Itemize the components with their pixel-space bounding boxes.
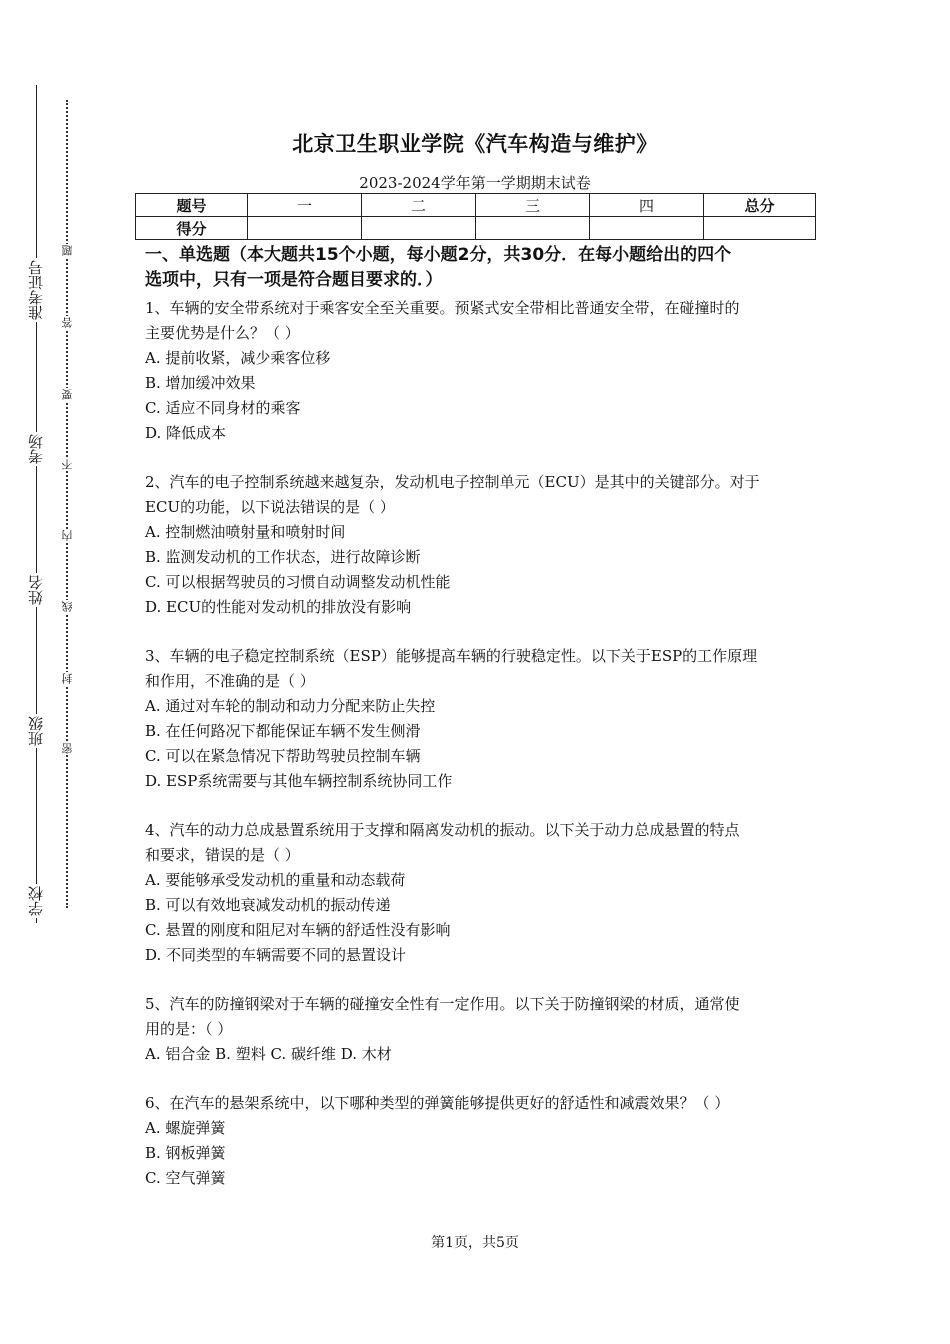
option-inline: A. 铝合金 B. 塑料 C. 碳纤维 D. 木材 — [145, 1045, 392, 1063]
option-c: C. 可以在紧急情况下帮助驾驶员控制车辆 — [145, 747, 421, 765]
question-2 — [145, 470, 815, 620]
question-text: 和作用，不准确的是（ ） — [145, 672, 315, 690]
seal-char: 密 — [61, 743, 74, 754]
score-table — [135, 193, 816, 240]
seal-char: 答 — [61, 317, 74, 328]
question-text: 2、汽车的电子控制系统越来越复杂，发动机电子控制单元（ECU）是其中的关键部分。对于 — [145, 473, 760, 491]
seal-char: 不 — [61, 459, 74, 470]
option-c: C. 悬置的刚度和阻尼对车辆的舒适性没有影响 — [145, 921, 451, 939]
question-text: 1、车辆的安全带系统对于乘客安全至关重要。预紧式安全带相比普通安全带，在碰撞时的 — [145, 299, 740, 317]
score-input-cell[interactable] — [248, 217, 362, 240]
option-b: B. 可以有效地衰减发动机的振动传递 — [145, 896, 391, 914]
binding-label-school: 学校 — [27, 886, 45, 916]
question-text: 主要优势是什么？（ ） — [145, 324, 300, 342]
question-text: 3、车辆的电子稳定控制系统（ESP）能够提高车辆的行驶稳定性。以下关于ESP的工作原理 — [145, 647, 758, 665]
score-input-cell[interactable] — [362, 217, 476, 240]
option-a: A. 提前收紧，减少乘客位移 — [145, 349, 331, 367]
seal-char: 要 — [61, 389, 74, 400]
exam-content — [145, 243, 815, 1215]
binding-label-exam-id: 准考证号 — [27, 260, 45, 320]
score-cell: 得分 — [136, 217, 248, 240]
exam-subtitle: 2023-2024学年第一学期期末试卷 — [359, 174, 591, 192]
score-input-cell[interactable] — [590, 217, 704, 240]
seal-char: 封 — [61, 673, 74, 684]
option-a: A. 要能够承受发动机的重量和动态载荷 — [145, 871, 406, 889]
question-text: 6、在汽车的悬架系统中，以下哪种类型的弹簧能够提供更好的舒适性和减震效果？（ ） — [145, 1094, 730, 1112]
option-a: A. 控制燃油喷射量和喷射时间 — [145, 523, 346, 541]
option-d: D. 降低成本 — [145, 424, 227, 442]
question-6 — [145, 1091, 815, 1191]
seal-char: 内 — [61, 530, 74, 541]
option-a: A. 螺旋弹簧 — [145, 1119, 226, 1137]
binding-margin — [0, 0, 120, 1344]
option-b: B. 在任何路况下都能保证车辆不发生侧滑 — [145, 722, 421, 740]
seal-char: 题 — [61, 245, 74, 256]
option-a: A. 通过对车轮的制动和动力分配来防止失控 — [145, 697, 436, 715]
question-4 — [145, 818, 815, 968]
question-text: ECU的功能，以下说法错误的是（ ） — [145, 498, 395, 516]
exam-title: 北京卫生职业学院《汽车构造与维护》 — [292, 132, 658, 156]
score-table-header-row — [136, 194, 816, 217]
score-input-cell[interactable] — [704, 217, 816, 240]
question-3 — [145, 644, 815, 794]
binding-label-exam-room: 考场 — [27, 434, 45, 464]
option-d: D. ESP系统需要与其他车辆控制系统协同工作 — [145, 772, 453, 790]
question-text: 用的是：（ ） — [145, 1020, 233, 1038]
binding-solid-line — [36, 85, 37, 923]
option-c: C. 可以根据驾驶员的习惯自动调整发动机性能 — [145, 573, 451, 591]
score-cell: 总分 — [704, 194, 816, 217]
score-cell: 题号 — [136, 194, 248, 217]
binding-dotted-line — [66, 100, 68, 908]
score-cell: 二 — [362, 194, 476, 217]
seal-char: 线 — [61, 601, 74, 612]
option-d: D. ECU的性能对发动机的排放没有影响 — [145, 598, 412, 616]
option-c: C. 空气弹簧 — [145, 1169, 226, 1187]
question-text: 5、汽车的防撞钢梁对于车辆的碰撞安全性有一定作用。以下关于防撞钢梁的材质，通常使 — [145, 995, 740, 1013]
option-d: D. 不同类型的车辆需要不同的悬置设计 — [145, 946, 407, 964]
score-table-score-row — [136, 217, 816, 240]
score-cell: 四 — [590, 194, 704, 217]
binding-label-class: 班级 — [27, 716, 45, 746]
option-b: B. 增加缓冲效果 — [145, 374, 256, 392]
question-text: 和要求，错误的是（ ） — [145, 846, 300, 864]
question-1 — [145, 296, 815, 446]
section-heading-line: 一、单选题（本大题共15个小题，每小题2分，共30分．在每小题给出的四个 — [145, 245, 732, 265]
option-c: C. 适应不同身材的乘客 — [145, 399, 301, 417]
binding-label-name: 姓名 — [27, 575, 45, 605]
option-b: B. 钢板弹簧 — [145, 1144, 226, 1162]
option-b: B. 监测发动机的工作状态，进行故障诊断 — [145, 548, 421, 566]
section-heading-line: 选项中，只有一项是符合题目要求的．） — [145, 270, 443, 290]
question-5 — [145, 992, 815, 1067]
score-input-cell[interactable] — [476, 217, 590, 240]
page-number: 第1页，共5页 — [431, 1235, 519, 1251]
score-cell: 一 — [248, 194, 362, 217]
score-cell: 三 — [476, 194, 590, 217]
section-heading — [145, 243, 815, 293]
question-text: 4、汽车的动力总成悬置系统用于支撑和隔离发动机的振动。以下关于动力总成悬置的特点 — [145, 821, 740, 839]
